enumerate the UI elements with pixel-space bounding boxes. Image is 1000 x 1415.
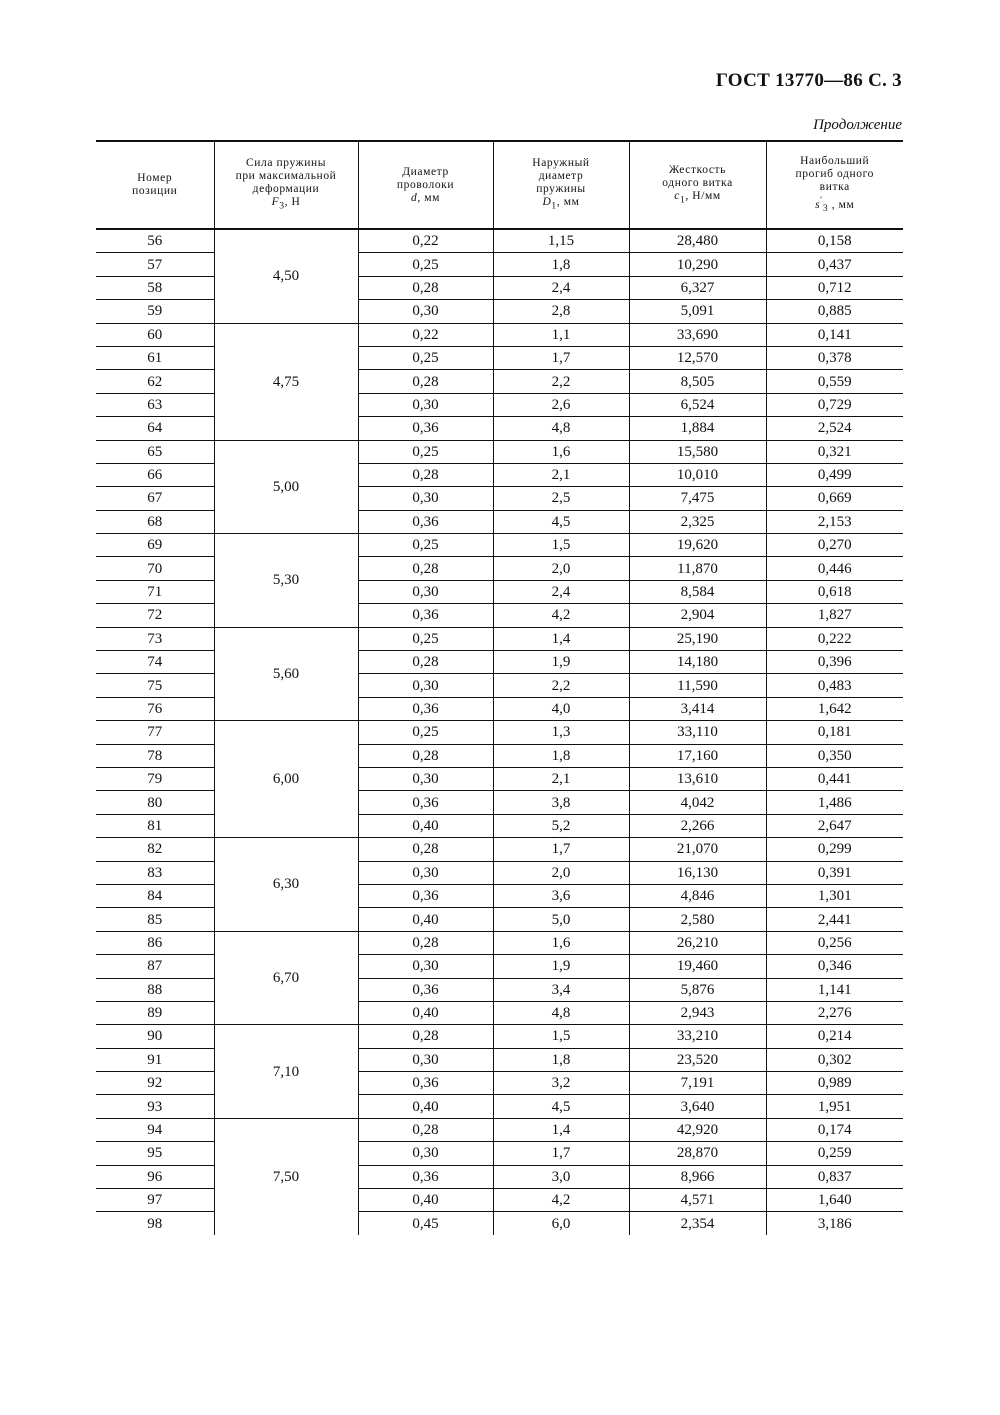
table-body: [96, 229, 903, 1235]
cell-wire-diameter: 0,28: [358, 838, 493, 861]
cell-wire-diameter: 0,30: [358, 300, 493, 323]
cell-outer-diameter: 1,6: [493, 931, 629, 954]
cell-max-deflection: 0,141: [766, 323, 903, 346]
cell-wire-diameter: 0,36: [358, 417, 493, 440]
cell-position: 77: [96, 721, 214, 744]
cell-max-deflection: 0,346: [766, 955, 903, 978]
cell-stiffness: 2,325: [629, 510, 766, 533]
cell-wire-diameter: 0,36: [358, 884, 493, 907]
cell-outer-diameter: 1,1: [493, 323, 629, 346]
cell-stiffness: 2,354: [629, 1212, 766, 1235]
cell-max-deflection: 0,729: [766, 393, 903, 416]
cell-max-deflection: 1,301: [766, 884, 903, 907]
cell-max-deflection: 0,214: [766, 1025, 903, 1048]
cell-spring-force: 6,30: [214, 838, 358, 932]
cell-wire-diameter: 0,28: [358, 651, 493, 674]
cell-max-deflection: 0,499: [766, 463, 903, 486]
cell-outer-diameter: 6,0: [493, 1212, 629, 1235]
cell-position: 65: [96, 440, 214, 463]
cell-stiffness: 2,580: [629, 908, 766, 931]
cell-stiffness: 12,570: [629, 346, 766, 369]
cell-outer-diameter: 3,4: [493, 978, 629, 1001]
cell-position: 70: [96, 557, 214, 580]
cell-outer-diameter: 5,0: [493, 908, 629, 931]
cell-wire-diameter: 0,36: [358, 1165, 493, 1188]
cell-position: 88: [96, 978, 214, 1001]
cell-max-deflection: 0,396: [766, 651, 903, 674]
cell-max-deflection: 1,141: [766, 978, 903, 1001]
cell-position: 59: [96, 300, 214, 323]
cell-wire-diameter: 0,22: [358, 323, 493, 346]
cell-outer-diameter: 2,1: [493, 463, 629, 486]
cell-stiffness: 2,904: [629, 604, 766, 627]
cell-wire-diameter: 0,30: [358, 1142, 493, 1165]
cell-max-deflection: 0,837: [766, 1165, 903, 1188]
cell-outer-diameter: 2,0: [493, 861, 629, 884]
cell-max-deflection: 0,618: [766, 580, 903, 603]
cell-stiffness: 2,266: [629, 814, 766, 837]
cell-max-deflection: 1,951: [766, 1095, 903, 1118]
cell-outer-diameter: 4,8: [493, 1001, 629, 1024]
cell-stiffness: 42,920: [629, 1118, 766, 1141]
cell-max-deflection: 2,524: [766, 417, 903, 440]
cell-stiffness: 4,042: [629, 791, 766, 814]
cell-stiffness: 19,460: [629, 955, 766, 978]
cell-outer-diameter: 3,0: [493, 1165, 629, 1188]
cell-outer-diameter: 1,4: [493, 627, 629, 650]
cell-stiffness: 33,110: [629, 721, 766, 744]
cell-max-deflection: 0,321: [766, 440, 903, 463]
cell-stiffness: 28,480: [629, 229, 766, 253]
cell-wire-diameter: 0,30: [358, 767, 493, 790]
cell-wire-diameter: 0,25: [358, 721, 493, 744]
cell-max-deflection: 2,153: [766, 510, 903, 533]
cell-max-deflection: 0,669: [766, 487, 903, 510]
cell-position: 80: [96, 791, 214, 814]
cell-stiffness: 33,210: [629, 1025, 766, 1048]
cell-stiffness: 3,640: [629, 1095, 766, 1118]
cell-wire-diameter: 0,30: [358, 1048, 493, 1071]
cell-max-deflection: 0,391: [766, 861, 903, 884]
cell-max-deflection: 0,483: [766, 674, 903, 697]
cell-position: 97: [96, 1189, 214, 1212]
cell-position: 78: [96, 744, 214, 767]
cell-max-deflection: 1,642: [766, 697, 903, 720]
cell-position: 64: [96, 417, 214, 440]
cell-wire-diameter: 0,40: [358, 1001, 493, 1024]
cell-outer-diameter: 2,0: [493, 557, 629, 580]
cell-stiffness: 15,580: [629, 440, 766, 463]
cell-max-deflection: 0,174: [766, 1118, 903, 1141]
cell-position: 79: [96, 767, 214, 790]
cell-outer-diameter: 2,5: [493, 487, 629, 510]
cell-outer-diameter: 1,15: [493, 229, 629, 253]
table-row: [96, 229, 903, 253]
cell-stiffness: 17,160: [629, 744, 766, 767]
cell-outer-diameter: 4,2: [493, 604, 629, 627]
cell-outer-diameter: 2,1: [493, 767, 629, 790]
cell-max-deflection: 0,302: [766, 1048, 903, 1071]
cell-stiffness: 8,584: [629, 580, 766, 603]
cell-wire-diameter: 0,30: [358, 580, 493, 603]
cell-wire-diameter: 0,25: [358, 627, 493, 650]
cell-stiffness: 4,846: [629, 884, 766, 907]
cell-outer-diameter: 1,8: [493, 253, 629, 276]
column-header-stiffness: Жесткость одного витка $c_1$, Н/мм: [629, 141, 766, 229]
cell-stiffness: 25,190: [629, 627, 766, 650]
cell-stiffness: 4,571: [629, 1189, 766, 1212]
cell-wire-diameter: 0,25: [358, 440, 493, 463]
cell-position: 62: [96, 370, 214, 393]
cell-stiffness: 21,070: [629, 838, 766, 861]
cell-wire-diameter: 0,36: [358, 978, 493, 1001]
cell-stiffness: 28,870: [629, 1142, 766, 1165]
cell-wire-diameter: 0,28: [358, 744, 493, 767]
cell-outer-diameter: 1,3: [493, 721, 629, 744]
cell-position: 89: [96, 1001, 214, 1024]
cell-wire-diameter: 0,30: [358, 955, 493, 978]
cell-stiffness: 16,130: [629, 861, 766, 884]
cell-max-deflection: 0,256: [766, 931, 903, 954]
cell-max-deflection: 0,270: [766, 534, 903, 557]
cell-spring-force: 7,50: [214, 1118, 358, 1234]
column-header-outer-diameter: Наружный диаметр пружины $D_1$, мм: [493, 141, 629, 229]
cell-max-deflection: 2,441: [766, 908, 903, 931]
cell-outer-diameter: 4,2: [493, 1189, 629, 1212]
cell-position: 84: [96, 884, 214, 907]
cell-position: 66: [96, 463, 214, 486]
cell-outer-diameter: 1,6: [493, 440, 629, 463]
cell-wire-diameter: 0,40: [358, 814, 493, 837]
cell-max-deflection: 0,259: [766, 1142, 903, 1165]
cell-outer-diameter: 4,5: [493, 510, 629, 533]
column-header-wire-diameter: Диаметр проволоки d, мм: [358, 141, 493, 229]
cell-max-deflection: 0,181: [766, 721, 903, 744]
cell-stiffness: 10,290: [629, 253, 766, 276]
cell-outer-diameter: 4,0: [493, 697, 629, 720]
cell-outer-diameter: 1,9: [493, 651, 629, 674]
cell-position: 73: [96, 627, 214, 650]
cell-spring-force: 5,60: [214, 627, 358, 721]
table-row: [96, 721, 903, 744]
cell-stiffness: 26,210: [629, 931, 766, 954]
cell-max-deflection: 0,437: [766, 253, 903, 276]
cell-outer-diameter: 3,2: [493, 1072, 629, 1095]
cell-position: 58: [96, 276, 214, 299]
cell-outer-diameter: 2,8: [493, 300, 629, 323]
cell-wire-diameter: 0,36: [358, 791, 493, 814]
cell-position: 69: [96, 534, 214, 557]
table-row: [96, 1118, 903, 1141]
cell-position: 63: [96, 393, 214, 416]
cell-max-deflection: 0,712: [766, 276, 903, 299]
cell-position: 86: [96, 931, 214, 954]
cell-wire-diameter: 0,28: [358, 1118, 493, 1141]
cell-outer-diameter: 2,6: [493, 393, 629, 416]
cell-max-deflection: 0,299: [766, 838, 903, 861]
cell-position: 68: [96, 510, 214, 533]
cell-stiffness: 19,620: [629, 534, 766, 557]
table-row: [96, 627, 903, 650]
cell-outer-diameter: 3,8: [493, 791, 629, 814]
cell-stiffness: 33,690: [629, 323, 766, 346]
cell-position: 72: [96, 604, 214, 627]
cell-outer-diameter: 2,4: [493, 580, 629, 603]
column-header-force: Сила пружины при максимальной деформации $F_3$, Н: [214, 141, 358, 229]
cell-spring-force: 7,10: [214, 1025, 358, 1119]
cell-position: 67: [96, 487, 214, 510]
cell-stiffness: 5,091: [629, 300, 766, 323]
cell-position: 85: [96, 908, 214, 931]
cell-stiffness: 7,191: [629, 1072, 766, 1095]
cell-wire-diameter: 0,30: [358, 861, 493, 884]
cell-stiffness: 3,414: [629, 697, 766, 720]
cell-outer-diameter: 1,7: [493, 838, 629, 861]
cell-stiffness: 10,010: [629, 463, 766, 486]
cell-max-deflection: 2,647: [766, 814, 903, 837]
cell-stiffness: 8,966: [629, 1165, 766, 1188]
cell-outer-diameter: 1,7: [493, 1142, 629, 1165]
document-header: ГОСТ 13770—86 С. 3: [715, 70, 902, 91]
cell-position: 61: [96, 346, 214, 369]
cell-spring-force: 5,30: [214, 534, 358, 628]
cell-outer-diameter: 1,7: [493, 346, 629, 369]
cell-wire-diameter: 0,25: [358, 534, 493, 557]
cell-wire-diameter: 0,25: [358, 253, 493, 276]
table-row: [96, 838, 903, 861]
cell-outer-diameter: 1,4: [493, 1118, 629, 1141]
cell-outer-diameter: 4,5: [493, 1095, 629, 1118]
cell-position: 98: [147, 1215, 163, 1232]
cell-position: 75: [96, 674, 214, 697]
cell-wire-diameter: 0,36: [358, 697, 493, 720]
cell-wire-diameter: 0,30: [358, 393, 493, 416]
cell-position: 60: [96, 323, 214, 346]
cell-stiffness: 2,943: [629, 1001, 766, 1024]
cell-stiffness: 23,520: [629, 1048, 766, 1071]
cell-spring-force: 4,75: [214, 323, 358, 440]
cell-max-deflection: 3,186: [766, 1212, 903, 1235]
cell-wire-diameter: 0,22: [358, 229, 493, 253]
cell-max-deflection: 0,559: [766, 370, 903, 393]
cell-position: 91: [96, 1048, 214, 1071]
cell-position: 76: [96, 697, 214, 720]
cell-wire-diameter: 0,28: [358, 557, 493, 580]
cell-wire-diameter: 0,40: [358, 1095, 493, 1118]
cell-max-deflection: 0,441: [766, 767, 903, 790]
cell-stiffness: 6,327: [629, 276, 766, 299]
cell-wire-diameter: 0,28: [358, 1025, 493, 1048]
column-header-max-deflection: Наибольший прогиб одного витка $s'_3$ , мм: [766, 141, 903, 229]
cell-wire-diameter: 0,40: [358, 908, 493, 931]
cell-wire-diameter: 0,28: [358, 370, 493, 393]
cell-stiffness: 1,884: [629, 417, 766, 440]
cell-outer-diameter: 5,2: [493, 814, 629, 837]
cell-position: 96: [96, 1165, 214, 1188]
table-row: [96, 931, 903, 954]
cell-max-deflection: 0,885: [766, 300, 903, 323]
cell-position: 95: [96, 1142, 214, 1165]
cell-max-deflection: 1,827: [766, 604, 903, 627]
cell-position: 94: [96, 1118, 214, 1141]
cell-position: 92: [96, 1072, 214, 1095]
cell-outer-diameter: 4,8: [493, 417, 629, 440]
continuation-label: Продолжение: [813, 117, 902, 133]
cell-position: 81: [96, 814, 214, 837]
cell-outer-diameter: 3,6: [493, 884, 629, 907]
cell-stiffness: 11,870: [629, 557, 766, 580]
cell-stiffness: 5,876: [629, 978, 766, 1001]
cell-spring-force: 4,50: [214, 229, 358, 323]
cell-wire-diameter: 0,36: [358, 604, 493, 627]
cell-position: 57: [96, 253, 214, 276]
cell-max-deflection: 0,378: [766, 346, 903, 369]
cell-outer-diameter: 2,2: [493, 370, 629, 393]
cell-stiffness: 6,524: [629, 393, 766, 416]
cell-position: 83: [96, 861, 214, 884]
cell-position: 93: [96, 1095, 214, 1118]
cell-outer-diameter: 1,9: [493, 955, 629, 978]
table-row: [96, 440, 903, 463]
cell-max-deflection: 0,158: [766, 229, 903, 253]
cell-wire-diameter: 0,25: [358, 346, 493, 369]
cell-wire-diameter: 0,28: [358, 276, 493, 299]
cell-outer-diameter: 1,5: [493, 1025, 629, 1048]
table-row: [96, 323, 903, 346]
cell-spring-force: 5,00: [214, 440, 358, 534]
cell-position: 74: [96, 651, 214, 674]
cell-stiffness: 8,505: [629, 370, 766, 393]
cell-position: 56: [96, 229, 214, 253]
cell-position: 90: [96, 1025, 214, 1048]
cell-outer-diameter: 2,2: [493, 674, 629, 697]
table-row: [96, 534, 903, 557]
table-row: [96, 1025, 903, 1048]
cell-stiffness: 7,475: [629, 487, 766, 510]
cell-stiffness: 14,180: [629, 651, 766, 674]
cell-max-deflection: 1,640: [766, 1189, 903, 1212]
cell-max-deflection: 0,350: [766, 744, 903, 767]
cell-wire-diameter: 0,40: [358, 1189, 493, 1212]
cell-spring-force: 6,70: [214, 931, 358, 1025]
cell-max-deflection: 2,276: [766, 1001, 903, 1024]
cell-position: 87: [96, 955, 214, 978]
cell-wire-diameter: 0,28: [358, 463, 493, 486]
cell-spring-force: 6,00: [214, 721, 358, 838]
cell-wire-diameter: 0,30: [358, 487, 493, 510]
cell-max-deflection: 0,446: [766, 557, 903, 580]
cell-max-deflection: 0,989: [766, 1072, 903, 1095]
cell-wire-diameter: 0,36: [358, 510, 493, 533]
cell-outer-diameter: 2,4: [493, 276, 629, 299]
spring-parameters-table: [96, 140, 903, 1235]
cell-position: 82: [96, 838, 214, 861]
cell-stiffness: 11,590: [629, 674, 766, 697]
cell-wire-diameter: 0,30: [358, 674, 493, 697]
column-header-position: Номер позиции: [96, 141, 214, 229]
cell-max-deflection: 0,222: [766, 627, 903, 650]
cell-position: 71: [96, 580, 214, 603]
cell-outer-diameter: 1,5: [493, 534, 629, 557]
cell-max-deflection: 1,486: [766, 791, 903, 814]
cell-wire-diameter: 0,45: [358, 1212, 493, 1235]
table-header-row: [96, 141, 903, 229]
cell-outer-diameter: 1,8: [493, 744, 629, 767]
cell-wire-diameter: 0,28: [358, 931, 493, 954]
cell-stiffness: 13,610: [629, 767, 766, 790]
cell-wire-diameter: 0,36: [358, 1072, 493, 1095]
cell-outer-diameter: 1,8: [493, 1048, 629, 1071]
